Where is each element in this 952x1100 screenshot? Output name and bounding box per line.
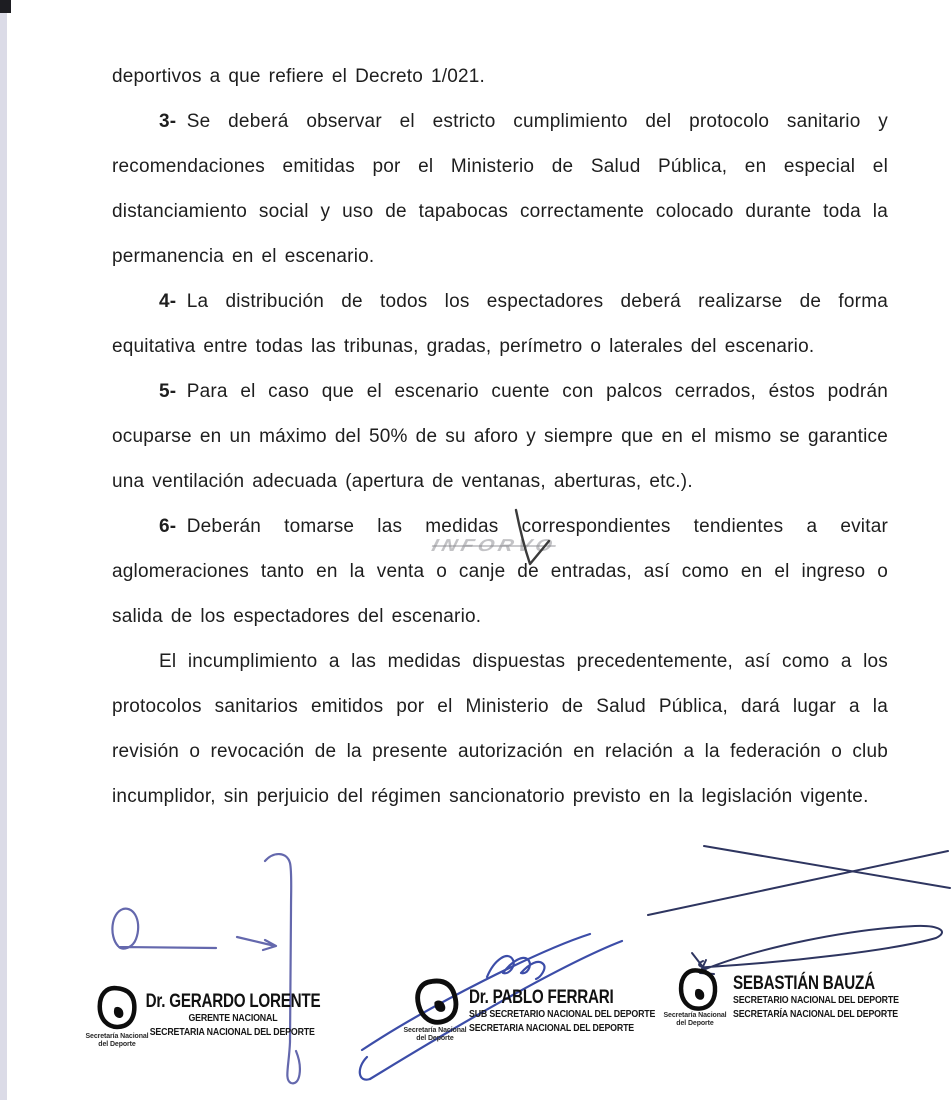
signatory-name: Dr. GERARDO LORENTE: [145, 990, 320, 1012]
paragraph-number: 5-: [159, 381, 177, 402]
document-body: [112, 54, 888, 819]
signature-ink-bauza: [648, 846, 950, 974]
paragraph-number: 3-: [159, 111, 177, 132]
paragraph-number: 4-: [159, 291, 177, 312]
paragraph-text: El incumplimiento a las medidas dispuestas precedentemente, así como a los protocolos sanitarios emitidos por el Ministerio de Salud Pública, dará lugar a la revisión o revocación de la presente autorización en relación a la federación o club incumplidor, sin perjuicio del régimen sancionatorio previsto en la legislación vigente.: [112, 651, 888, 807]
paragraph-text: deportivos a que refiere el Decreto 1/021.: [112, 66, 485, 87]
signature-block-ferrari: [469, 986, 691, 1035]
signatory-title: SUB SECRETARIO NACIONAL DEL DEPORTE: [469, 1008, 656, 1020]
snd-logo-caption: Secretaría Nacional del Deporte: [85, 1033, 149, 1048]
signature-block-bauza: [733, 972, 930, 1021]
signatory-org: SECRETARIA NACIONAL DEL DEPORTE: [149, 1025, 316, 1038]
paragraph: [112, 369, 888, 504]
paragraph-number: 6-: [159, 516, 177, 537]
paragraph: [112, 279, 888, 369]
signatory-org: SECRETARIA NACIONAL DEL DEPORTE: [469, 1021, 635, 1034]
signatory-title: GERENTE NACIONAL: [188, 1012, 277, 1024]
scan-corner-artifact: [0, 0, 11, 13]
scan-edge-strip: [0, 0, 7, 1100]
snd-logo-caption: Secretaría Nacional del Deporte: [663, 1012, 727, 1027]
snd-logo-icon: [677, 967, 719, 1013]
snd-logo-caption: Secretaría Nacional del Deporte: [403, 1027, 467, 1042]
paragraph-text: Deberán tomarse las medidas correspondientes tendientes a evitar aglomeraciones tanto en la venta o canje de entradas, así como en el ingreso o salida de los espectadores del escenario.: [112, 516, 888, 627]
signatory-name: SEBASTIÁN BAUZÁ: [733, 972, 875, 994]
snd-logo-icon: [92, 985, 142, 1031]
signature-block-lorente: [145, 990, 320, 1039]
paragraph-text: Se deberá observar el estricto cumplimiento del protocolo sanitario y recomendaciones emitidas por el Ministerio de Salud Pública, en especial el distanciamiento social y uso de tapabocas correctamente colocado durante toda la permanencia en el escenario.: [112, 111, 888, 267]
watermark-text: INFORVO: [429, 536, 559, 556]
paragraph: [112, 504, 888, 639]
paragraph: [112, 639, 888, 819]
signatory-org: SECRETARÍA NACIONAL DEL DEPORTE: [733, 1007, 899, 1020]
paragraph: [112, 99, 888, 279]
signature-ink-lorente: [112, 854, 299, 1083]
signatory-name: Dr. PABLO FERRARI: [469, 986, 614, 1008]
snd-logo-icon: [409, 972, 466, 1032]
paragraph-text: Para el caso que el escenario cuente con palcos cerrados, éstos podrán ocuparse en un máximo del 50% de su aforo y siempre que en el mismo se garantice una ventilación adecuada (apertura de ventanas, aberturas, etc.).: [112, 381, 888, 492]
signatory-title: SECRETARIO NACIONAL DEL DEPORTE: [733, 994, 899, 1006]
paragraph-text: La distribución de todos los espectadores deberá realizarse de forma equitativa entre todas las tribunas, gradas, perímetro o laterales del escenario.: [112, 291, 888, 357]
paragraph: [112, 54, 888, 99]
